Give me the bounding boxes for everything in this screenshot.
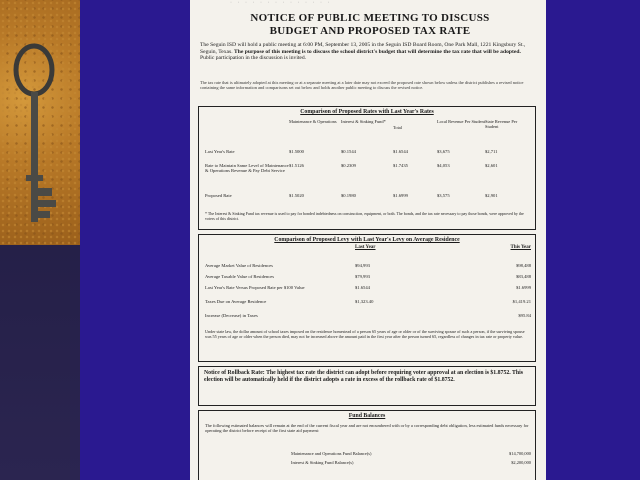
rates-cell: $0.1980 <box>341 193 356 198</box>
scan-bleed: · · · · · · · · · · · · · · <box>230 0 332 6</box>
rates-row <box>205 163 531 193</box>
fund-balances-text: The following estimated balances will remain at the end of the current fiscal year and are not encumbered with or by a corresponding debt obligation, less estimated funds necessary for operating the district before receipt of the first state aid payment: <box>205 423 529 434</box>
levy-row <box>205 313 531 325</box>
rates-header: State Revenue Per Student <box>485 119 518 129</box>
rollback-box <box>198 366 536 406</box>
levy-row <box>205 274 531 285</box>
levy-cell: $83,488 <box>516 274 531 279</box>
levy-cell: $98,488 <box>516 263 531 268</box>
levy-cell: $94,993 <box>355 263 370 268</box>
rates-cell: $2,601 <box>485 163 498 168</box>
key-photo <box>0 0 80 245</box>
rates-cell: $0.1544 <box>341 149 356 154</box>
levy-table <box>205 245 531 325</box>
antique-key-icon <box>8 40 68 240</box>
levy-cell: Increase (Decrease) in Taxes <box>205 313 258 318</box>
levy-cell: $1.6999 <box>516 285 531 290</box>
levy-comparison-box <box>198 234 536 362</box>
rates-footnote: * The Interest & Sinking Fund tax revenue is used to pay for bonded indebtedness on construction, equipment, or both. The bonds, and the tax rate necessary to pay those bonds, were approved by the voters of this district. <box>205 211 524 221</box>
notice-title: NOTICE OF PUBLIC MEETING TO DISCUSS BUDGET AND PROPOSED TAX RATE <box>250 12 490 37</box>
fine-print: The tax rate that is ultimately adopted at this meeting or at a separate meeting at a later date may not exceed the proposed rate shown below unless the district publishes a revised notice containing the same information and comparisons set out below and holds another public meeting to discuss the revised notice. <box>200 80 524 91</box>
levy-cell: $1,323.40 <box>355 299 374 304</box>
fund-row: Interest & Sinking Fund Balance(s) $2,200,000 <box>291 460 531 465</box>
rates-cell: $1.6999 <box>393 193 408 198</box>
rates-header <box>205 119 289 149</box>
background-panel-right <box>546 0 640 480</box>
rates-cell: Last Year's Rate <box>205 149 235 154</box>
rates-comparison-box <box>198 106 536 230</box>
rates-cell: Proposed Rate <box>205 193 232 198</box>
levy-title: Comparison of Proposed Levy with Last Year's Levy on Average Residence <box>274 237 460 243</box>
notice-intro: The Seguin ISD will hold a public meeting at 6:00 PM, September 13, 2005 in the Seguin ISD Board Room, One Park Mall, 1221 Kingsbury St., Seguin, Texas. The purpose of this meeting is to discuss the school district's budget that will determine the tax rate that will be adopted. Public participation in the discussion is invited. <box>200 42 526 62</box>
background-panel <box>80 0 190 480</box>
levy-cell: $1,419.21 <box>512 299 531 304</box>
rates-header: Interest & Sinking Fund* <box>341 119 386 124</box>
rates-row <box>205 149 531 163</box>
rates-cell: $1.6544 <box>393 149 408 154</box>
levy-cell: $79,993 <box>355 274 370 279</box>
levy-header-last: Last Year <box>355 245 376 250</box>
fund-row: Maintenance and Operations Fund Balance(s) $14,700,000 <box>291 451 531 456</box>
rates-cell: $1.5020 <box>289 193 304 198</box>
fund-balances-box <box>198 410 536 480</box>
levy-cell: $1.6544 <box>355 285 370 290</box>
levy-cell: Average Taxable Value of Residences <box>205 274 275 279</box>
levy-row <box>205 299 531 313</box>
levy-header-this: This Year <box>510 245 531 250</box>
notice-document <box>190 0 546 480</box>
levy-cell: $95.84 <box>518 313 531 318</box>
homestead-exemption-text: Under state law, the dollar amount of school taxes imposed on the residence homestead of a person 65 years of age or older or of the surviving spouse of such a person, if the surviving spouse was 55 years of age or older when the person died, may not be increased above the amount paid in the first year after the person turned 65, regardless of changes in tax rate or property value. <box>205 329 525 340</box>
rates-cell: $1.5000 <box>289 149 304 154</box>
rates-cell: $4,053 <box>437 163 450 168</box>
rates-cell: $3,575 <box>437 193 450 198</box>
levy-cell: Last Year's Rate Versus Proposed Rate per $100 Value <box>205 285 305 290</box>
rates-cell: $1.5126 <box>289 163 304 168</box>
rates-table <box>205 119 531 203</box>
levy-cell: Average Market Value of Residences <box>205 263 273 268</box>
levy-row <box>205 285 531 299</box>
fund-balances-title: Fund Balances <box>348 413 386 419</box>
rates-header: Local Revenue Per Student <box>437 119 485 124</box>
rates-cell: $3,675 <box>437 149 450 154</box>
rates-cell: $0.2309 <box>341 163 356 168</box>
rates-cell: Rate to Maintain Same Level of Maintenance & Operations Revenue & Pay Debt Service <box>205 163 289 174</box>
rates-row <box>205 193 531 203</box>
rates-header: Total <box>393 125 402 130</box>
rates-header: Maintenance & Operations <box>289 119 337 124</box>
levy-row <box>205 263 531 274</box>
fund-balances-list <box>205 449 531 467</box>
rates-cell: $2,711 <box>485 149 498 154</box>
rates-cell: $1.7435 <box>393 163 408 168</box>
rollback-notice: Notice of Rollback Rate: The highest tax rate the district can adopt before requiring voter approval at an election is $1.8752. This election will be automatically held if the district adopts a rate in excess of the rollback rate of $1.8752. <box>204 370 523 383</box>
levy-cell: Taxes Due on Average Residence <box>205 299 267 304</box>
levy-cell <box>355 313 451 325</box>
rates-title: Comparison of Proposed Rates with Last Year's Rates <box>300 109 434 115</box>
rates-cell: $2,901 <box>485 193 498 198</box>
